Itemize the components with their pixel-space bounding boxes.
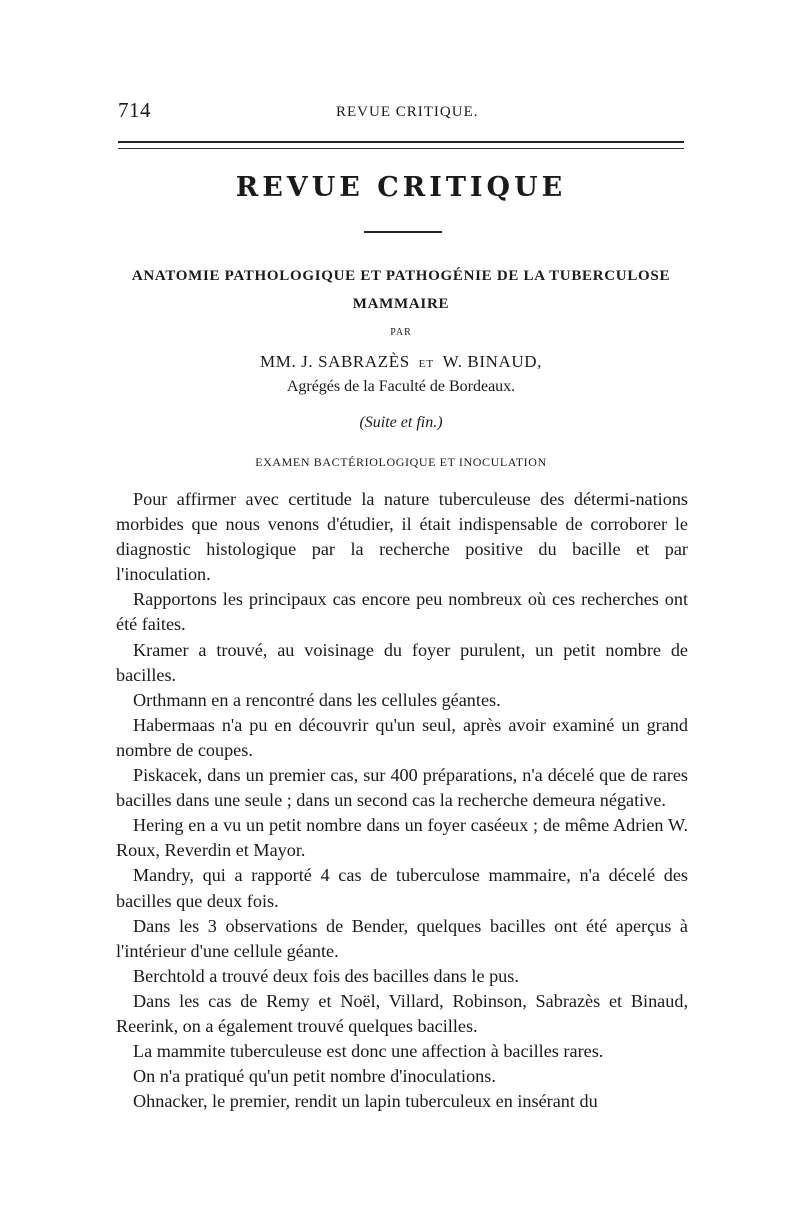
byline-par: PAR: [390, 327, 412, 338]
paragraph: Berchtold a trouvé deux fois des bacilles dans le pus.: [133, 965, 519, 986]
paragraph: Dans les 3 observations de Bender, quelques bacilles ont été aperçus à l'intérieur d'une cellule géante.: [116, 915, 688, 961]
paragraph: Habermaas n'a pu en découvrir qu'un seul, après avoir examiné un grand nombre de coupes.: [116, 714, 688, 760]
article-title: [118, 262, 684, 318]
article-title-line2: MAMMAIRE: [352, 296, 450, 312]
header-rule-thin: [118, 148, 684, 149]
paragraph: Dans les cas de Remy et Noël, Villard, Robinson, Sabrazès et Binaud, Reerink, on a également trouvé quelques bacilles.: [116, 990, 688, 1036]
author-sabrazes: MM. J. SABRAZÈS: [260, 352, 410, 371]
paragraph: Pour affirmer avec certitude la nature tuberculeuse des détermi-nations morbides que nous venons d'étudier, il était indispensable de corroborer le diagnostic histologique par la recherche positive du bacille et par l'inoculation.: [116, 489, 688, 585]
paragraph: Kramer a trouvé, au voisinage du foyer purulent, un petit nombre de bacilles.: [116, 639, 688, 685]
header-rule-thick: [118, 141, 684, 143]
paragraph: On n'a pratiqué qu'un petit nombre d'inoculations.: [133, 1066, 496, 1087]
continuation-note: (Suite et fin.): [359, 414, 443, 431]
paragraph: Piskacek, dans un premier cas, sur 400 préparations, n'a décelé que de rares bacilles dans une seule ; dans un second cas la recherche demeura négative.: [116, 765, 688, 811]
section-title: REVUE CRITIQUE: [235, 172, 567, 203]
paragraph: Rapportons les principaux cas encore peu nombreux où ces recherches ont été faites.: [116, 589, 688, 635]
paragraph: Ohnacker, le premier, rendit un lapin tuberculeux en insérant du: [133, 1091, 598, 1112]
running-header: [118, 98, 684, 128]
authors: [118, 352, 684, 372]
affiliation: Agrégés de la Faculté de Bordeaux.: [286, 378, 516, 395]
title-rule: [364, 231, 442, 233]
paragraph: Orthmann en a rencontré dans les cellules géantes.: [133, 689, 501, 710]
page-number: 714: [118, 98, 151, 122]
running-title: REVUE CRITIQUE.: [336, 104, 479, 120]
paragraph: Mandry, qui a rapporté 4 cas de tuberculose mammaire, n'a décelé des bacilles que deux fois.: [116, 865, 688, 911]
paragraph: Hering en a vu un petit nombre dans un foyer caséeux ; de même Adrien W. Roux, Reverdin et Mayor.: [116, 815, 688, 861]
body-text: [116, 487, 688, 1114]
subsection-heading: EXAMEN BACTÉRIOLOGIQUE ET INOCULATION: [255, 455, 547, 469]
article-title-line1: ANATOMIE PATHOLOGIQUE ET PATHOGÉNIE DE LA TUBERCULOSE: [131, 268, 671, 284]
paragraph: La mammite tuberculeuse est donc une affection à bacilles rares.: [133, 1041, 604, 1062]
author-binaud: W. BINAUD,: [442, 352, 542, 371]
authors-conjunction: ET: [418, 358, 435, 370]
